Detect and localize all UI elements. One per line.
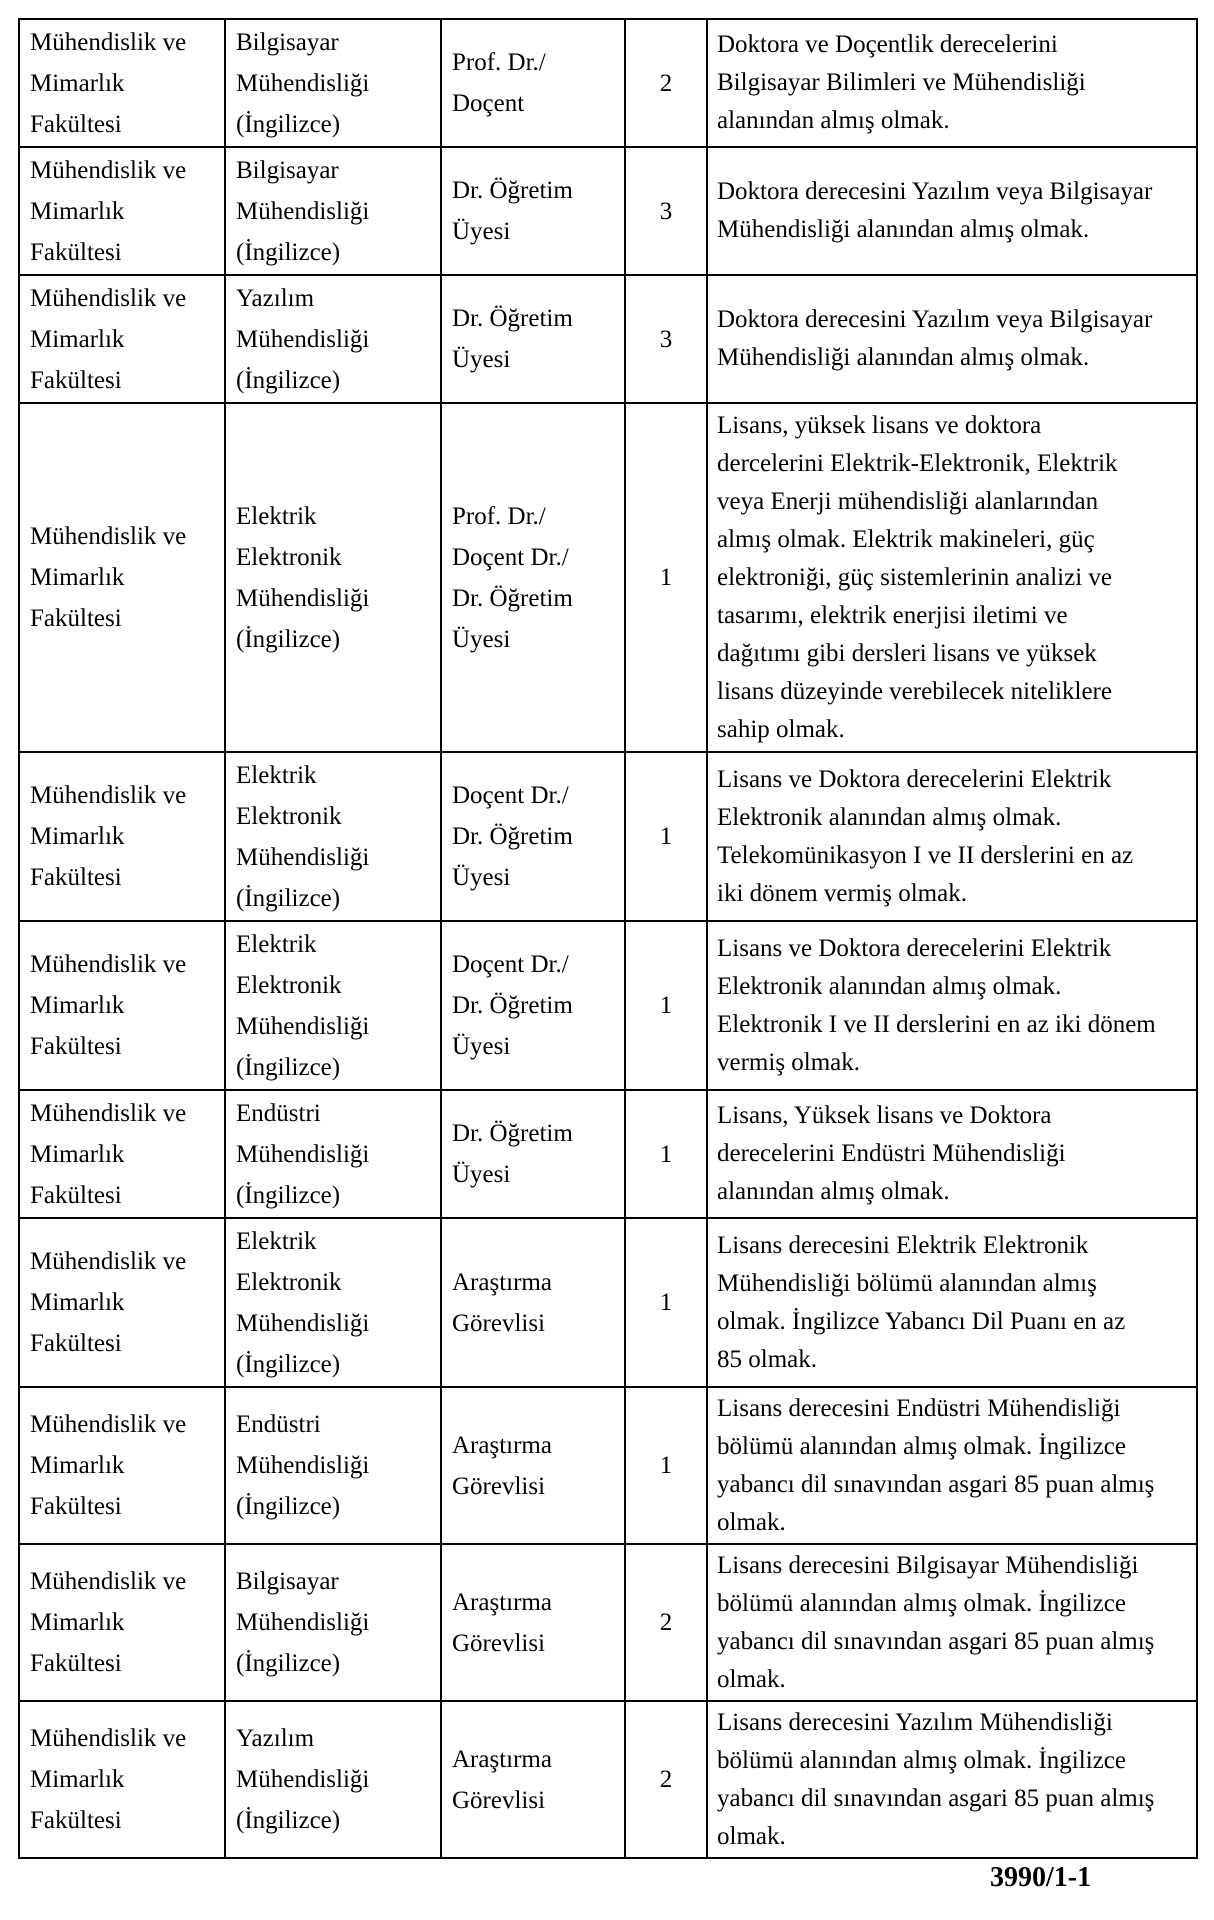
requirement-cell: Lisans, Yüksek lisans ve Doktora derecelerini Endüstri Mühendisliği alanından almış olmak. <box>707 1090 1197 1218</box>
faculty-cell: Mühendislik ve Mimarlık Fakültesi <box>19 275 225 403</box>
count-cell: 2 <box>625 1701 707 1858</box>
count-cell: 1 <box>625 403 707 752</box>
table-row <box>19 275 1197 403</box>
title-cell: Doçent Dr./ Dr. Öğretim Üyesi <box>441 921 625 1090</box>
department-cell: Endüstri Mühendisliği (İngilizce) <box>225 1387 441 1544</box>
title-cell: Prof. Dr./ Doçent <box>441 19 625 147</box>
document-code: 3990/1-1 <box>990 1862 1092 1893</box>
department-cell: Elektrik Elektronik Mühendisliği (İngilizce) <box>225 1218 441 1387</box>
count-cell: 1 <box>625 752 707 921</box>
faculty-cell: Mühendislik ve Mimarlık Fakültesi <box>19 1701 225 1858</box>
title-cell: Dr. Öğretim Üyesi <box>441 1090 625 1218</box>
count-cell: 2 <box>625 19 707 147</box>
requirement-cell: Lisans derecesini Bilgisayar Mühendisliği bölümü alanından almış olmak. İngilizce yabancı dil sınavından asgari 85 puan almış olmak. <box>707 1544 1197 1701</box>
department-cell: Yazılım Mühendisliği (İngilizce) <box>225 275 441 403</box>
title-cell: Araştırma Görevlisi <box>441 1701 625 1858</box>
count-cell: 1 <box>625 1090 707 1218</box>
faculty-cell: Mühendislik ve Mimarlık Fakültesi <box>19 19 225 147</box>
count-cell: 1 <box>625 1387 707 1544</box>
department-cell: Yazılım Mühendisliği (İngilizce) <box>225 1701 441 1858</box>
table-row <box>19 1387 1197 1544</box>
requirement-cell: Lisans derecesini Endüstri Mühendisliği bölümü alanından almış olmak. İngilizce yabancı dil sınavından asgari 85 puan almış olmak. <box>707 1387 1197 1544</box>
department-cell: Elektrik Elektronik Mühendisliği (İngilizce) <box>225 403 441 752</box>
table-row <box>19 403 1197 752</box>
requirement-cell: Lisans derecesini Yazılım Mühendisliği bölümü alanından almış olmak. İngilizce yabancı dil sınavından asgari 85 puan almış olmak. <box>707 1701 1197 1858</box>
table-row <box>19 1701 1197 1858</box>
requirement-cell: Lisans derecesini Elektrik Elektronik Mühendisliği bölümü alanından almış olmak. İngilizce Yabancı Dil Puanı en az 85 olmak. <box>707 1218 1197 1387</box>
department-cell: Endüstri Mühendisliği (İngilizce) <box>225 1090 441 1218</box>
title-cell: Araştırma Görevlisi <box>441 1387 625 1544</box>
department-cell: Bilgisayar Mühendisliği (İngilizce) <box>225 1544 441 1701</box>
title-cell: Dr. Öğretim Üyesi <box>441 147 625 275</box>
faculty-cell: Mühendislik ve Mimarlık Fakültesi <box>19 1387 225 1544</box>
faculty-cell: Mühendislik ve Mimarlık Fakültesi <box>19 1544 225 1701</box>
count-cell: 3 <box>625 275 707 403</box>
requirement-cell: Lisans ve Doktora derecelerini Elektrik Elektronik alanından almış olmak. Elektronik I ve II derslerini en az iki dönem vermiş olmak. <box>707 921 1197 1090</box>
title-cell: Doçent Dr./ Dr. Öğretim Üyesi <box>441 752 625 921</box>
positions-table <box>18 18 1198 1859</box>
department-cell: Elektrik Elektronik Mühendisliği (İngilizce) <box>225 921 441 1090</box>
table-row <box>19 1544 1197 1701</box>
requirement-cell: Lisans, yüksek lisans ve doktora dercelerini Elektrik-Elektronik, Elektrik veya Enerji mühendisliği alanlarından almış olmak. Elektrik makineleri, güç elektroniği, güç sistemlerinin analizi ve tasarımı, elektrik enerjisi iletimi ve dağıtımı gibi dersleri lisans ve yüksek lisans düzeyinde verebilecek niteliklere sahip olmak. <box>707 403 1197 752</box>
count-cell: 1 <box>625 921 707 1090</box>
faculty-cell: Mühendislik ve Mimarlık Fakültesi <box>19 921 225 1090</box>
faculty-cell: Mühendislik ve Mimarlık Fakültesi <box>19 403 225 752</box>
faculty-cell: Mühendislik ve Mimarlık Fakültesi <box>19 1218 225 1387</box>
requirement-cell: Doktora derecesini Yazılım veya Bilgisayar Mühendisliği alanından almış olmak. <box>707 275 1197 403</box>
count-cell: 2 <box>625 1544 707 1701</box>
requirement-cell: Doktora ve Doçentlik derecelerini Bilgisayar Bilimleri ve Mühendisliği alanından almış olmak. <box>707 19 1197 147</box>
faculty-cell: Mühendislik ve Mimarlık Fakültesi <box>19 147 225 275</box>
department-cell: Bilgisayar Mühendisliği (İngilizce) <box>225 19 441 147</box>
requirement-cell: Doktora derecesini Yazılım veya Bilgisayar Mühendisliği alanından almış olmak. <box>707 147 1197 275</box>
count-cell: 3 <box>625 147 707 275</box>
title-cell: Prof. Dr./ Doçent Dr./ Dr. Öğretim Üyesi <box>441 403 625 752</box>
count-cell: 1 <box>625 1218 707 1387</box>
table-row <box>19 19 1197 147</box>
title-cell: Araştırma Görevlisi <box>441 1544 625 1701</box>
title-cell: Araştırma Görevlisi <box>441 1218 625 1387</box>
requirement-cell: Lisans ve Doktora derecelerini Elektrik Elektronik alanından almış olmak. Telekomünikasyon I ve II derslerini en az iki dönem vermiş olmak. <box>707 752 1197 921</box>
table-row <box>19 921 1197 1090</box>
faculty-cell: Mühendislik ve Mimarlık Fakültesi <box>19 1090 225 1218</box>
faculty-cell: Mühendislik ve Mimarlık Fakültesi <box>19 752 225 921</box>
title-cell: Dr. Öğretim Üyesi <box>441 275 625 403</box>
table-row <box>19 1218 1197 1387</box>
department-cell: Bilgisayar Mühendisliği (İngilizce) <box>225 147 441 275</box>
department-cell: Elektrik Elektronik Mühendisliği (İngilizce) <box>225 752 441 921</box>
table-row <box>19 752 1197 921</box>
table-row <box>19 1090 1197 1218</box>
table-row <box>19 147 1197 275</box>
